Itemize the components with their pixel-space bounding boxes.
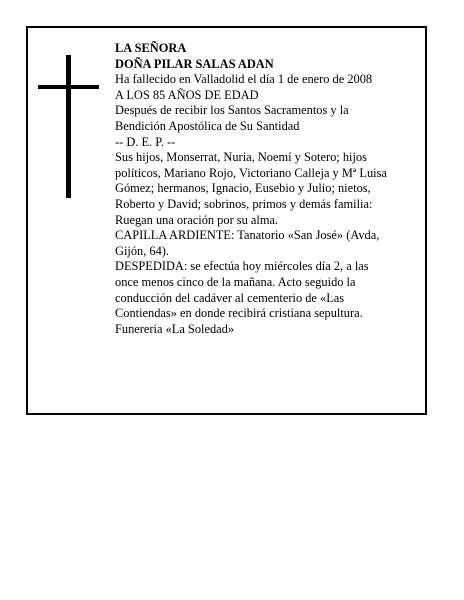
cross-horizontal-bar [38,85,99,89]
notice-line-farewell-4: Contiendas» en donde recibirá cristiana sepultura. [115,306,363,321]
cross-vertical-bar [66,55,71,198]
notice-line-sacraments-1: Después de recibir los Santos Sacramentos y la [115,103,349,118]
notice-line-name: DOÑA PILAR SALAS ADAN [115,56,274,71]
notice-line-funeral-home: Funereria «La Soledad» [115,321,235,336]
notice-line-family-1: Sus hijos, Monserrat, Nuria, Noemí y Sotero; hijos [115,150,367,165]
notice-line-chapel-1: CAPILLA ARDIENTE: Tanatorio «San José» (Avda, [115,228,380,243]
obituary-notice [26,26,427,415]
notice-line-family-3: Gómez; hermanos, Ignacio, Eusebio y Julio; nietos, [115,181,371,196]
notice-text [115,41,421,337]
notice-line-rip: -- D. E. P. -- [115,134,176,149]
notice-line-sacraments-2: Bendición Apostólica de Su Santidad [115,118,300,133]
notice-line-age: A LOS 85 AÑOS DE EDAD [115,87,259,102]
notice-line-family-2: políticos, Mariano Rojo, Victoriano Calleja y Mª Luisa [115,165,387,180]
notice-line-prayer: Ruegan una oración por su alma. [115,212,279,227]
notice-line-heading: LA SEÑORA [115,41,187,55]
notice-line-family-4: Roberto y David; sobrinos, primos y demás familia: [115,196,373,211]
notice-line-chapel-2: Gijón, 64). [115,243,170,258]
notice-line-farewell-3: conducción del cadáver al cementerio de «Las [115,290,345,305]
notice-line-death: Ha fallecido en Valladolid el día 1 de enero de 2008 [115,72,373,87]
notice-line-farewell-1: DESPEDIDA: se efectúa hoy miércoles día 2, a las [115,259,369,274]
notice-line-farewell-2: once menos cinco de la mañana. Acto seguido la [115,274,356,289]
